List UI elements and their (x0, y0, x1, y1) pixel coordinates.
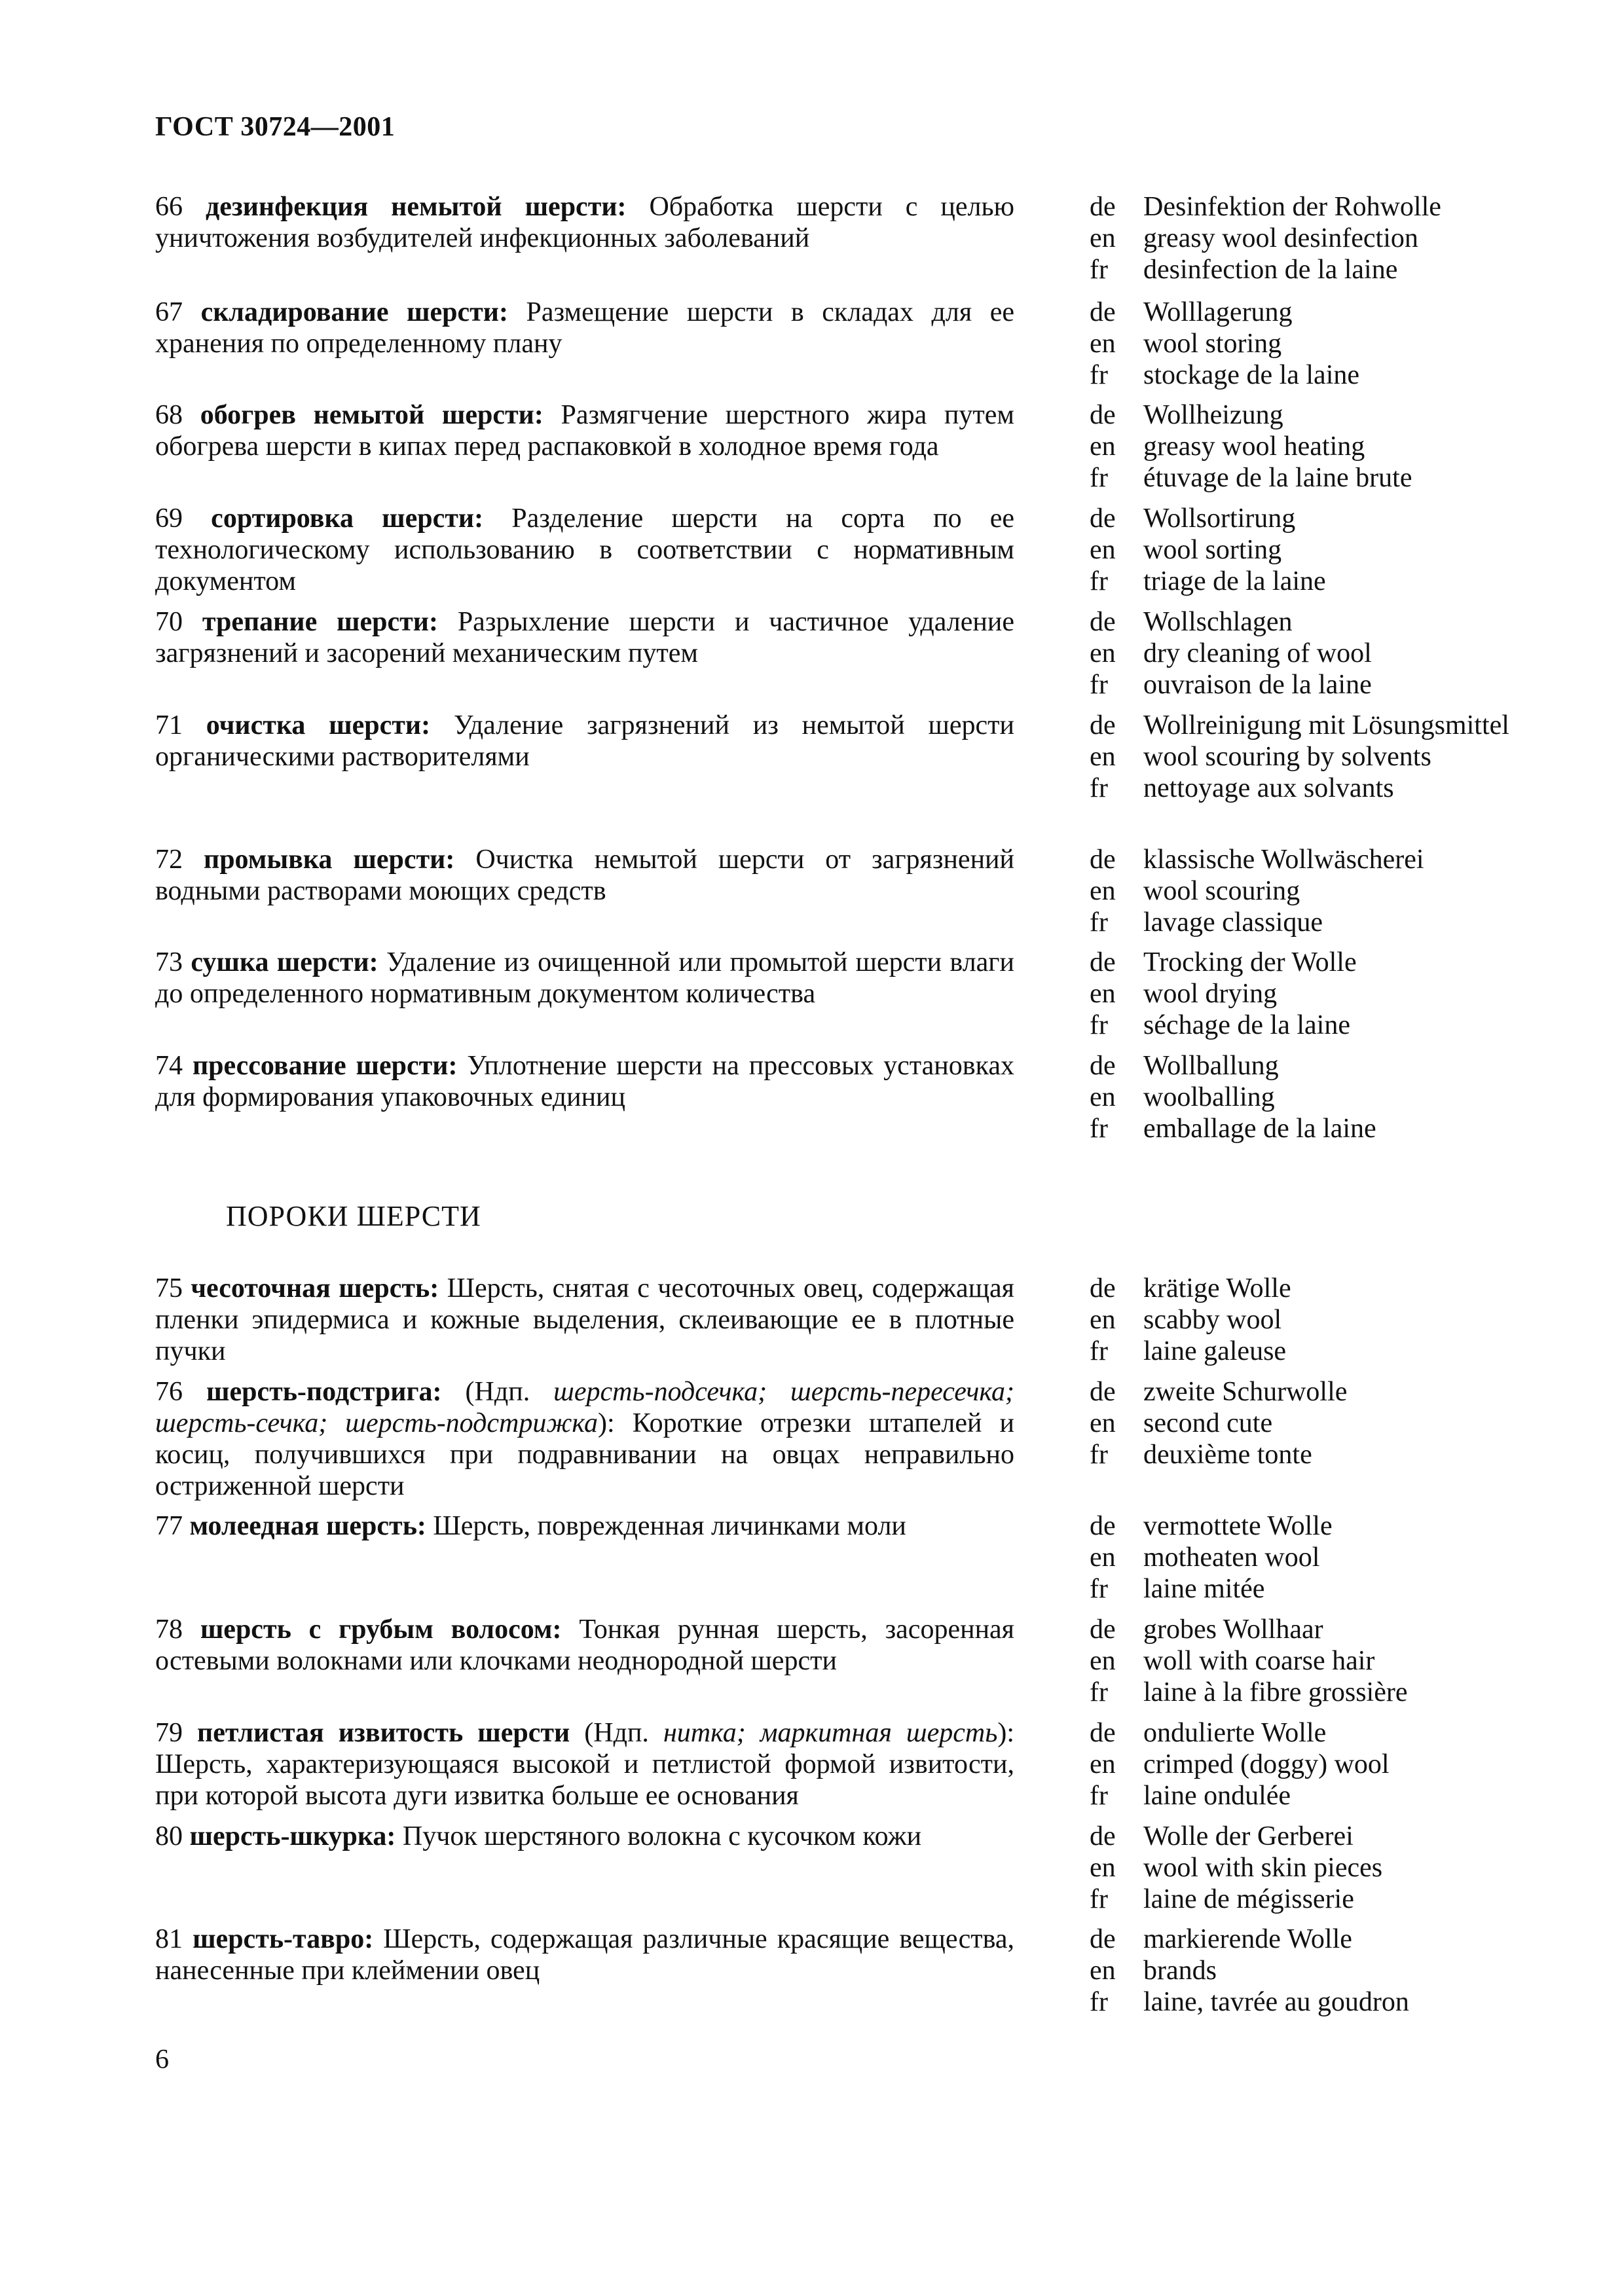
term-definition-text: Разрыхление шерсти и частичное удаление загрязнений и засорений механическим путем (155, 607, 1015, 668)
term-definition (155, 1614, 1014, 1677)
language-code: en (1090, 1408, 1116, 1438)
equivalent-row (1090, 1010, 1548, 1041)
term-definition (155, 844, 1014, 907)
foreign-equivalents (1090, 1821, 1548, 1915)
term-number: 71 (155, 710, 206, 740)
equivalent-row (1090, 254, 1548, 285)
foreign-equivalents (1090, 399, 1548, 494)
equivalent-term: brands (1143, 1956, 1217, 1986)
term-name: трепание шерсти: (202, 607, 438, 637)
term-definition-text: Шерсть, содержащая различные красящие вещества, нанесенные при клеймении овец (155, 1924, 1014, 1986)
equivalent-row (1090, 431, 1548, 462)
equivalent-row (1090, 297, 1548, 328)
equivalent-term: Wollheizung (1143, 400, 1283, 430)
language-code: en (1090, 638, 1116, 668)
equivalent-term: Wollreinigung mit Lösungsmittel (1143, 710, 1509, 740)
equivalent-row (1090, 1955, 1548, 1986)
equivalent-term: triage de la laine (1143, 566, 1326, 596)
term-number: 80 (155, 1821, 190, 1851)
foreign-equivalents (1090, 947, 1548, 1041)
term-definition-text: Шерсть, поврежденная личинками моли (426, 1511, 906, 1541)
equivalent-row (1090, 1273, 1548, 1304)
term-definition (155, 1376, 1014, 1502)
term-definition (155, 1923, 1014, 1986)
language-code: fr (1090, 1114, 1108, 1144)
language-code: fr (1090, 566, 1108, 596)
equivalent-term: wool sorting (1143, 535, 1282, 565)
equivalent-row (1090, 1082, 1548, 1113)
term-number: 81 (155, 1924, 193, 1954)
equivalent-term: wool scouring by solvents (1143, 742, 1431, 772)
language-code: fr (1090, 360, 1108, 390)
foreign-equivalents (1090, 1050, 1548, 1144)
language-code: de (1090, 400, 1116, 430)
foreign-equivalents (1090, 1923, 1548, 2018)
equivalent-term: desinfection de la laine (1143, 255, 1398, 285)
equivalent-term: lavage classique (1143, 907, 1323, 938)
term-number: 74 (155, 1051, 193, 1081)
term-name: промывка шерсти: (204, 845, 455, 875)
language-code: fr (1090, 1987, 1108, 2017)
term-name: очистка шерсти: (206, 710, 431, 740)
equivalent-row (1090, 1573, 1548, 1605)
term-name: дезинфекция немытой шерсти: (205, 192, 627, 222)
equivalent-term: emballage de la laine (1143, 1114, 1376, 1144)
foreign-equivalents (1090, 1510, 1548, 1605)
term-number: 70 (155, 607, 202, 637)
equivalent-row (1090, 534, 1548, 566)
equivalent-row (1090, 844, 1548, 875)
term-definition (155, 1510, 1014, 1542)
language-code: en (1090, 1749, 1116, 1779)
equivalent-row (1090, 1439, 1548, 1470)
equivalent-row (1090, 947, 1548, 978)
language-code: fr (1090, 907, 1108, 938)
term-definition-text: Уплотнение шерсти на прессовых установках для формирования упаковочных единиц (155, 1051, 1015, 1112)
term-definition-text: Очистка немытой шерсти от загрязнений водными растворами моющих средств (155, 845, 1015, 906)
language-code: de (1090, 1924, 1116, 1954)
term-name: шерсть-шкурка: (189, 1821, 396, 1851)
term-definition-text: Пучок шерстяного волокна с кусочком кожи (396, 1821, 922, 1851)
equivalent-row (1090, 1336, 1548, 1367)
equivalent-term: vermottete Wolle (1143, 1511, 1333, 1541)
term-name: шерсть с грубым волосом: (200, 1614, 562, 1645)
equivalent-term: laine à la fibre grossière (1143, 1677, 1408, 1707)
equivalent-row (1090, 1542, 1548, 1573)
equivalent-row (1090, 1717, 1548, 1749)
term-definition (155, 191, 1014, 254)
equivalent-row (1090, 1677, 1548, 1708)
language-code: en (1090, 431, 1116, 462)
equivalent-row (1090, 1113, 1548, 1144)
language-code: de (1090, 1273, 1116, 1303)
term-deprecated-prefix: (Ндп. (570, 1718, 663, 1748)
equivalent-row (1090, 1510, 1548, 1542)
language-code: en (1090, 329, 1116, 359)
equivalent-row (1090, 1749, 1548, 1780)
language-code: fr (1090, 1574, 1108, 1604)
term-number: 66 (155, 192, 206, 222)
language-code: en (1090, 1542, 1116, 1573)
language-code: de (1090, 1718, 1116, 1748)
language-code: de (1090, 297, 1116, 327)
language-code: en (1090, 876, 1116, 906)
term-definition (155, 947, 1014, 1010)
equivalent-row (1090, 907, 1548, 938)
equivalent-row (1090, 1780, 1548, 1812)
equivalent-row (1090, 606, 1548, 638)
equivalent-term: woolballing (1143, 1082, 1275, 1112)
equivalent-row (1090, 399, 1548, 431)
language-code: fr (1090, 1336, 1108, 1366)
equivalent-row (1090, 1884, 1548, 1915)
equivalent-row (1090, 1408, 1548, 1439)
equivalent-term: greasy wool heating (1143, 431, 1365, 462)
equivalent-term: laine de mégisserie (1143, 1884, 1354, 1914)
equivalent-term: laine, tavrée au goudron (1143, 1987, 1409, 2017)
equivalent-term: markierende Wolle (1143, 1924, 1352, 1954)
equivalent-term: woll with coarse hair (1143, 1646, 1375, 1676)
equivalent-term: laine ondulée (1143, 1781, 1291, 1811)
equivalent-term: crimped (doggy) wool (1143, 1749, 1390, 1779)
equivalent-term: séchage de la laine (1143, 1010, 1350, 1040)
term-definition (155, 297, 1014, 359)
term-definition-text: Размягчение шерстного жира путем обогрева шерсти в кипах перед распаковкой в холодное время года (155, 400, 1014, 462)
language-code: de (1090, 1051, 1116, 1081)
foreign-equivalents (1090, 1717, 1548, 1812)
foreign-equivalents (1090, 710, 1548, 804)
term-number: 75 (155, 1273, 191, 1303)
term-definition (155, 1717, 1014, 1812)
language-code: fr (1090, 1884, 1108, 1914)
equivalent-row (1090, 773, 1548, 804)
equivalent-row (1090, 1923, 1548, 1955)
equivalent-term: Wolllagerung (1143, 297, 1293, 327)
equivalent-term: greasy wool desinfection (1143, 223, 1418, 253)
language-code: en (1090, 1082, 1116, 1112)
term-number: 72 (155, 845, 204, 875)
equivalent-row (1090, 566, 1548, 597)
term-number: 68 (155, 400, 200, 430)
term-deprecated-prefix: (Ндп. (441, 1377, 554, 1407)
term-definition-text: ): Шерсть, характеризующаяся высокой и петлистой формой извитости, при которой высота дуги извитка больше ее основания (155, 1718, 1014, 1811)
term-number: 77 (155, 1511, 190, 1541)
foreign-equivalents (1090, 503, 1548, 597)
equivalent-term: Wolle der Gerberei (1143, 1821, 1354, 1851)
equivalent-term: stockage de la laine (1143, 360, 1360, 390)
equivalent-term: krätige Wolle (1143, 1273, 1291, 1303)
equivalent-term: zweite Schurwolle (1143, 1377, 1348, 1407)
foreign-equivalents (1090, 297, 1548, 391)
term-definition-text: Обработка шерсти с целью уничтожения возбудителей инфекционных заболеваний (155, 192, 1014, 253)
term-number: 78 (155, 1614, 200, 1645)
language-code: en (1090, 1646, 1116, 1676)
language-code: fr (1090, 1781, 1108, 1811)
language-code: en (1090, 742, 1116, 772)
equivalent-term: Wollschlagen (1143, 607, 1293, 637)
term-number: 79 (155, 1718, 198, 1748)
equivalent-term: dry cleaning of wool (1143, 638, 1372, 668)
language-code: en (1090, 979, 1116, 1009)
term-definition (155, 606, 1014, 669)
term-definition (155, 503, 1014, 597)
foreign-equivalents (1090, 1376, 1548, 1470)
term-definition-text: Разделение шерсти на сорта по ее технологическому использованию в соответствии с нормативным документом (155, 503, 1015, 596)
language-code: de (1090, 1511, 1116, 1541)
term-definition (155, 1050, 1014, 1113)
term-definition-text: Шерсть, снятая с чесоточных овец, содержащая пленки эпидермиса и кожные выделения, склеивающие ее в плотные пучки (155, 1273, 1014, 1366)
equivalent-row (1090, 328, 1548, 359)
language-code: de (1090, 1377, 1116, 1407)
foreign-equivalents (1090, 191, 1548, 285)
page-number: 6 (155, 2045, 169, 2075)
term-name: молеедная шерсть: (189, 1511, 426, 1541)
standard-header: ГОСТ 30724—2001 (155, 112, 396, 142)
term-definition-text: Удаление загрязнений из немытой шерсти органическими растворителями (155, 710, 1015, 772)
equivalent-term: second cute (1143, 1408, 1273, 1438)
term-definition (155, 399, 1014, 462)
term-deprecated-synonyms: шерсть-подсечка; шерсть-пересечка; шерсть-сечка; шерсть-подстрижка (155, 1377, 1015, 1438)
term-number: 73 (155, 947, 191, 977)
term-definition-text: Удаление из очищенной или промытой шерсти влаги до определенного нормативным документом количества (155, 947, 1015, 1009)
language-code: fr (1090, 670, 1108, 700)
equivalent-row (1090, 638, 1548, 669)
equivalent-row (1090, 1376, 1548, 1408)
foreign-equivalents (1090, 1273, 1548, 1367)
language-code: en (1090, 1956, 1116, 1986)
equivalent-row (1090, 359, 1548, 391)
equivalent-term: Desinfektion der Rohwolle (1143, 192, 1441, 222)
language-code: de (1090, 192, 1116, 222)
term-name: шерсть-тавро: (193, 1924, 374, 1954)
equivalent-row (1090, 1986, 1548, 2018)
language-code: de (1090, 607, 1116, 637)
language-code: de (1090, 947, 1116, 977)
equivalent-term: wool drying (1143, 979, 1278, 1009)
term-number: 67 (155, 297, 201, 327)
term-name: шерсть-подстрига: (206, 1377, 442, 1407)
language-code: de (1090, 503, 1116, 534)
equivalent-term: nettoyage aux solvants (1143, 773, 1394, 803)
language-code: en (1090, 1853, 1116, 1883)
language-code: fr (1090, 1010, 1108, 1040)
equivalent-term: ondulierte Wolle (1143, 1718, 1327, 1748)
term-name: обогрев немытой шерсти: (200, 400, 544, 430)
term-number: 76 (155, 1377, 206, 1407)
term-name: прессование шерсти: (192, 1051, 458, 1081)
equivalent-row (1090, 1614, 1548, 1645)
term-name: чесоточная шерсть: (191, 1273, 439, 1303)
section-title: ПОРОКИ ШЕРСТИ (226, 1200, 481, 1232)
language-code: en (1090, 1305, 1116, 1335)
term-deprecated-synonyms: нитка; маркитная шерсть (663, 1718, 998, 1748)
equivalent-term: grobes Wollhaar (1143, 1614, 1323, 1645)
equivalent-term: laine mitée (1143, 1574, 1265, 1604)
equivalent-row (1090, 710, 1548, 741)
language-code: fr (1090, 255, 1108, 285)
equivalent-row (1090, 669, 1548, 701)
equivalent-row (1090, 1821, 1548, 1852)
equivalent-row (1090, 875, 1548, 907)
foreign-equivalents (1090, 1614, 1548, 1708)
term-definition (155, 710, 1014, 773)
equivalent-term: wool storing (1143, 329, 1282, 359)
language-code: fr (1090, 1677, 1108, 1707)
term-name: сортировка шерсти: (211, 503, 484, 534)
equivalent-row (1090, 1304, 1548, 1336)
term-name: петлистая извитость шерсти (197, 1718, 570, 1748)
equivalent-row (1090, 462, 1548, 494)
language-code: de (1090, 1614, 1116, 1645)
equivalent-term: scabby wool (1143, 1305, 1282, 1335)
language-code: de (1090, 710, 1116, 740)
term-definition-text: ): Короткие отрезки штапелей и косиц, получившихся при подравнивании на овцах неправильно остриженной шерсти (155, 1408, 1014, 1501)
term-name: сушка шерсти: (191, 947, 378, 977)
language-code: fr (1090, 773, 1108, 803)
equivalent-term: wool scouring (1143, 876, 1300, 906)
equivalent-term: Wollballung (1143, 1051, 1279, 1081)
equivalent-row (1090, 1645, 1548, 1677)
equivalent-term: laine galeuse (1143, 1336, 1287, 1366)
equivalent-row (1090, 1050, 1548, 1082)
language-code: de (1090, 845, 1116, 875)
equivalent-row (1090, 1852, 1548, 1884)
equivalent-term: ouvraison de la laine (1143, 670, 1372, 700)
equivalent-row (1090, 741, 1548, 773)
equivalent-term: deuxième tonte (1143, 1440, 1312, 1470)
language-code: de (1090, 1821, 1116, 1851)
equivalent-term: Wollsortirung (1143, 503, 1296, 534)
equivalent-term: motheaten wool (1143, 1542, 1320, 1573)
equivalent-term: étuvage de la laine brute (1143, 463, 1412, 493)
language-code: fr (1090, 1440, 1108, 1470)
foreign-equivalents (1090, 844, 1548, 938)
term-number: 69 (155, 503, 212, 534)
term-definition-text: Размещение шерсти в складах для ее хранения по определенному плану (155, 297, 1015, 359)
equivalent-term: wool with skin pieces (1143, 1853, 1383, 1883)
equivalent-row (1090, 191, 1548, 223)
term-definition (155, 1273, 1014, 1367)
term-definition (155, 1821, 1014, 1852)
language-code: en (1090, 535, 1116, 565)
equivalent-term: klassische Wollwäscherei (1143, 845, 1424, 875)
equivalent-term: Trocking der Wolle (1143, 947, 1357, 977)
language-code: fr (1090, 463, 1108, 493)
equivalent-row (1090, 223, 1548, 254)
equivalent-row (1090, 978, 1548, 1010)
foreign-equivalents (1090, 606, 1548, 701)
term-definition-text: Тонкая рунная шерсть, засоренная остевыми волокнами или клочками неоднородной шерсти (155, 1614, 1014, 1676)
term-name: складирование шерсти: (200, 297, 508, 327)
language-code: en (1090, 223, 1116, 253)
equivalent-row (1090, 503, 1548, 534)
